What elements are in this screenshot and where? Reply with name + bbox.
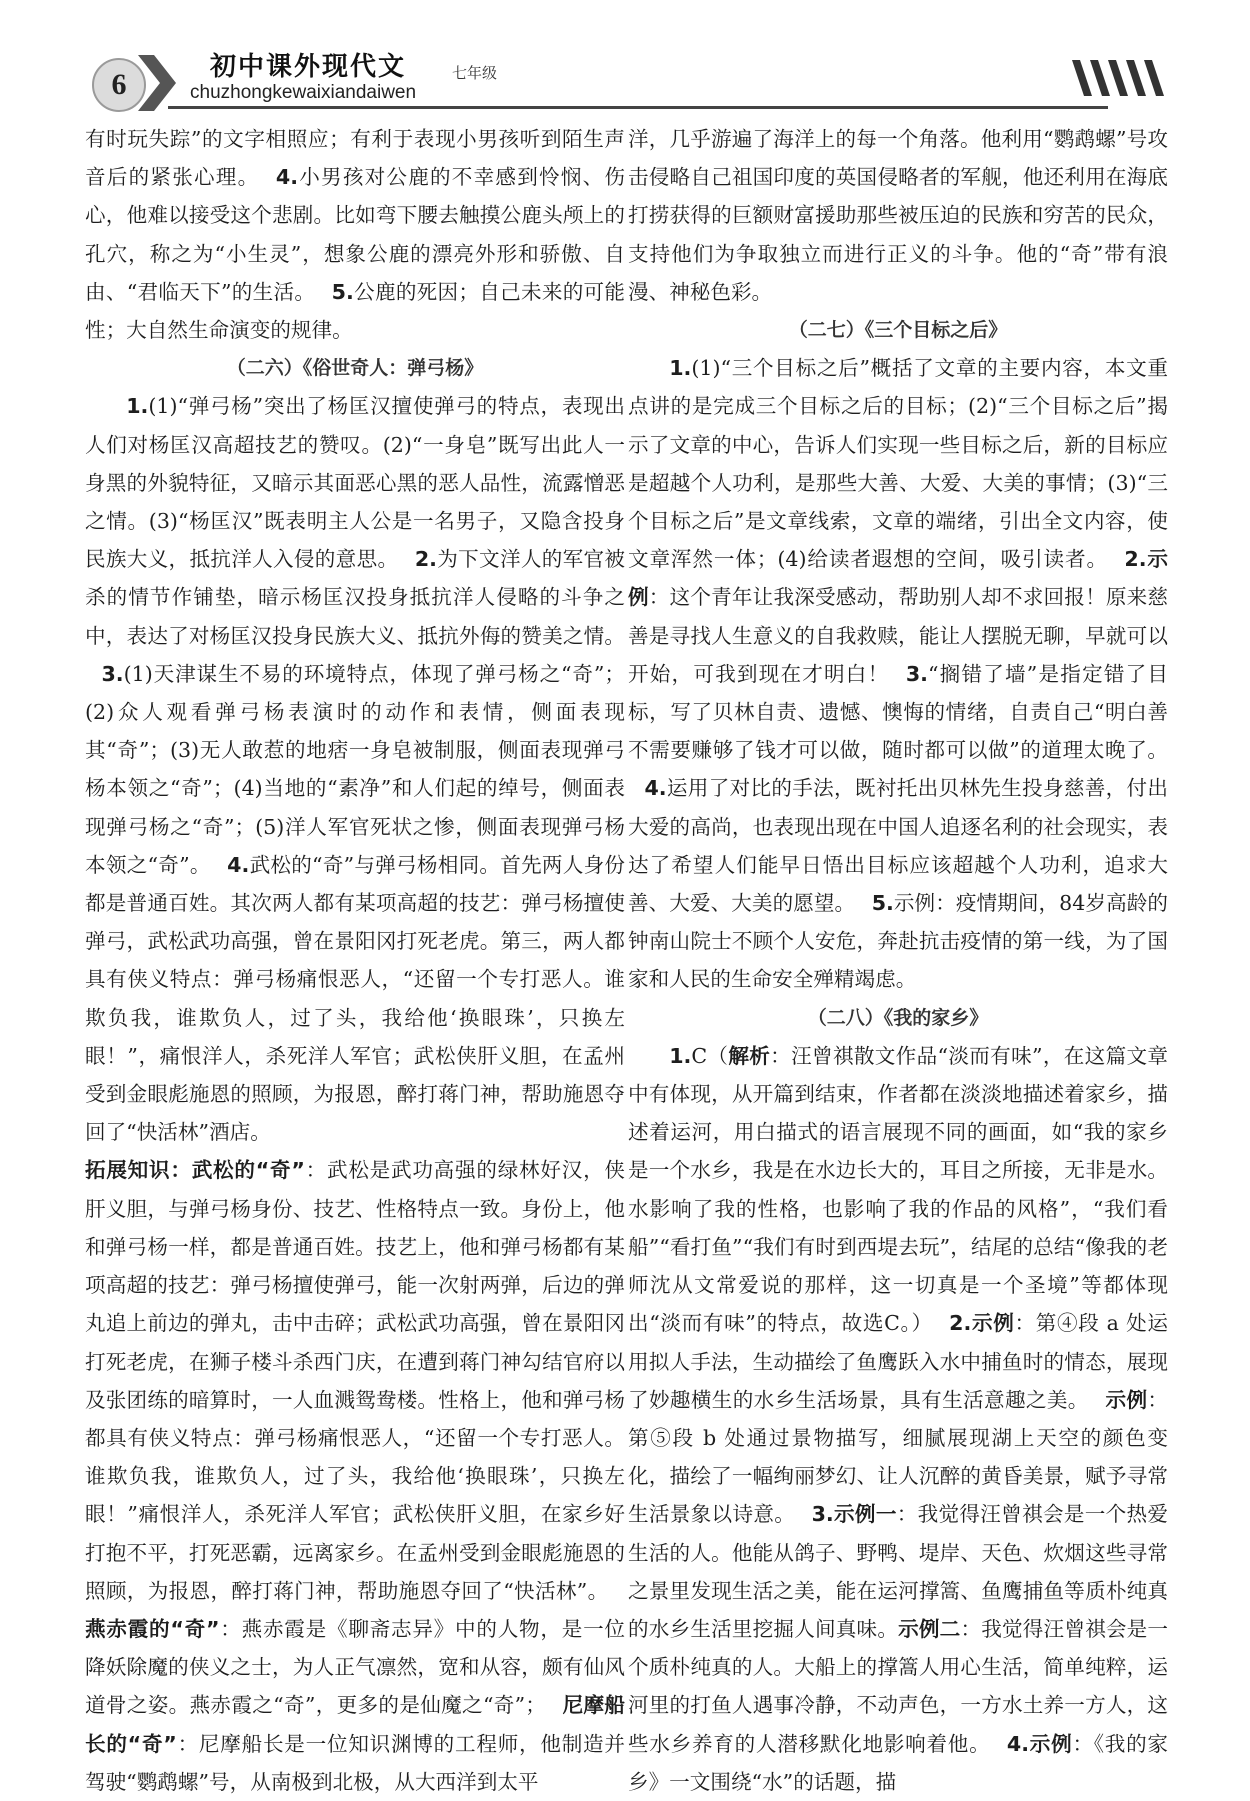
book-title-pinyin: chuzhongkewaixiandaiwen <box>190 82 417 103</box>
section-heading-28: （二八）《我的家乡》 <box>807 1006 989 1029</box>
section-heading-26: （二六）《俗世奇人：弹弓杨》 <box>226 357 484 380</box>
answer-paragraph: 1.(1)“弹弓杨”突出了杨匡汉擅使弹弓的特点，表现出人们对杨匡汉高超技艺的赞叹。(2)“一身皂”既写出此人一身黑的外貌特征，又暗示其面恶心黑的恶人品性，流露憎恶之情。(3)“杨匡汉”既表明主人公是一名男子，又隐含投身民族大义，抵抗洋人入侵的意思。 2.为下文洋人的军官被杀的情节作铺垫，暗示杨匡汉投身抵抗洋人侵略的斗争之中，表达了对杨匡汉投身民族大义、抵抗外侮的赞美之情。3.(1)天津谋生不易的环境特点，体现了弹弓杨之“奇”；(2)众人观看弹弓杨表演时的动作和表情，侧面表现其“奇”；(3)无人敢惹的地痞一身皂被制服，侧面表现弹弓杨本领之“奇”；(4)当地的“素净”和人们起的绰号，侧面表现弹弓杨之“奇”；(5)洋人军官死状之惨，侧面表现弹弓杨本领之“奇”。 4.武松的“奇”与弹弓杨相同。首先两人身份都是普通百姓。其次两人都有某项高超的技艺：弹弓杨擅使弹弓，武松武功高强，曾在景阳冈打死老虎。第三，两人都具有侠义特点：弹弓杨痛恨恶人，“还留一个专打恶人。谁欺负我，谁欺负人，过了头，我给他‘换眼珠’，只换左眼！”，痛恨洋人，杀死洋人军官；武松侠肝义胆，在孟州受到金眼彪施恩的照顾，为报恩，醉打蒋门神，帮助施恩夺回了“快活林”酒店。 <box>85 394 625 1145</box>
page-header <box>0 0 1250 118</box>
extension-paragraph: 拓展知识：武松的“奇”：武松是武功高强的绿林好汉，侠肝义胆，与弹弓杨身份、技艺、性格特点一致。身份上，他和弹弓杨一样，都是普通百姓。技艺上，他和弹弓杨都有某项高超的技艺：弹弓杨擅使弹弓，能一次射两弹，后边的弹丸追上前边的弹丸，击中击碎；武松武功高强，曾在景阳冈打死老虎，在狮子楼斗杀西门庆，在遭到蒋门神勾结官府以及张团练的暗算时，一人血溅鸳鸯楼。性格上，他和弹弓杨都具有侠义特点：弹弓杨痛恨恶人，“还留一个专打恶人。谁欺负我，谁欺负人，过了头，我给他‘换眼珠’，只换左眼！”痛恨洋人，杀死洋人军官；武松侠肝义胆，在家乡好打抱不平，打死恶霸，远离家乡。在孟州受到金眼彪施恩的照顾，为报恩，醉打蒋门神，帮助施恩夺回了“快活林”。燕赤霞的“奇”：燕赤霞是《聊斋志异》中的人物，是一位降妖除魔的侠义之士，为人正气凛然，宽和从容，颇有仙风道骨之姿。燕赤霞之“奇”，更多的是仙魔之“奇”； 尼摩船长的“奇”：尼摩船长是一位知识渊博的工程师，他制造并驾驶“鹦鹉螺”号，从南极到北极，从大西洋到太平 <box>85 1158 626 1794</box>
answer-paragraph: 1.(1)“三个目标之后”概括了文章的主要内容，本文重点讲的是完成三个目标之后的目标；(2)“三个目标之后”揭示了文章的中心，告诉人们实现一些目标之后，新的目标应是超越个人功利，是那些大善、大爱、大美的事情；(3)“三个目标之后”是文章线索，文章的端绪，引出全文内容，使文章浑然一体；(4)给读者遐想的空间，吸引读者。 2.示例：这个青年让我深受感动，帮助别人却不求回报！原来慈善是寻找人生意义的自我救赎，能让人摆脱无聊，早就可以开始，可我到现在才明白！ 3.“搁错了墙”是指定错了目标，写了贝林自责、遗憾、懊悔的情绪，自责自己“明白善不需要赚够了钱才可以做，随时都可以做”的道理太晚了。4.运用了对比的手法，既衬托出贝林先生投身慈善，付出大爱的高尚，也表现出现在中国人追逐名利的社会现实，表达了希望人们能早日悟出目标应该超越个人功利，追求大善、大爱、大美的愿望。 5.示例：疫情期间，84岁高龄的钟南山院士不顾个人安危，奔赴抗击疫情的第一线，为了国家和人民的生命安全殚精竭虑。 <box>628 356 1169 992</box>
book-title: 初中课外现代文 <box>210 52 407 82</box>
chevron-decoration-icon <box>138 55 178 111</box>
grade-label: 七年级 <box>452 64 498 82</box>
answer-paragraph: 1.C（解析：汪曾祺散文作品“淡而有味”，在这篇文章中有体现，从开篇到结束，作者都在淡淡地描述着家乡，描述着运河，用白描式的语言展现不同的画面，如“我的家乡是一个水乡，我是在水边长大的，耳目之所接，无非是水。水影响了我的性格，也影响了我的作品的风格”，“我们看船”“看打鱼”“我们有时到西堤去玩”，结尾的总结“像我的老师沈从文常爱说的那样，这一切真是一个圣境”等都体现出“淡而有味”的特点，故选C。） 2.示例：第④段 a 处运用拟人手法，生动描绘了鱼鹰跃入水中捕鱼时的情态，展现了妙趣横生的水乡生活场景，具有生活意趣之美。 示例：第⑤段 b 处通过景物描写，细腻展现湖上天空的颜色变化，描绘了一幅绚丽梦幻、让人沉醉的黄昏美景，赋予寻常生活景象以诗意。 3.示例一：我觉得汪曾祺会是一个热爱生活的人。他能从鸽子、野鸭、堤岸、天色、炊烟这些寻常之景里发现生活之美，能在运河撑篙、鱼鹰捕鱼等质朴纯真的水乡生活里挖掘人间真味。示例二：我觉得汪曾祺会是一个质朴纯真的人。大船上的撑篙人用心生活，简单纯粹，运河里的打鱼人遇事冷静，不动声色，一方水土养一方人，这些水乡养育的人潜移默化地影响着他。 4.示例：《我的家乡》一文围绕“水”的话题，描 <box>628 1043 1169 1794</box>
left-column <box>85 120 625 1801</box>
section-heading-27: （二七）《三个目标之后》 <box>788 319 1008 342</box>
page-number: 6 <box>92 58 146 112</box>
answer-paragraph: 有时玩失踪”的文字相照应；有利于表现小男孩听到陌生声音后的紧张心理。 4.小男孩对公鹿的不幸感到怜悯、伤心，他难以接受这个悲剧。比如弯下腰去触摸公鹿头颅上的孔穴，称之为“小生灵”，想象公鹿的漂亮外形和骄傲、自由、“君临天下”的生活。 5.公鹿的死因；自己未来的可能性；大自然生命演变的规律。 <box>85 127 626 343</box>
header-rule <box>168 106 1108 109</box>
stripes-decoration-icon <box>1072 60 1182 96</box>
right-column <box>628 120 1168 1801</box>
answer-paragraph: 洋，几乎游遍了海洋上的每一个角落。他利用“鹦鹉螺”号攻击侵略自己祖国印度的英国侵略者的军舰，他还利用在海底打捞获得的巨额财富援助那些被压迫的民族和穷苦的民众，支持他们为争取独立而进行正义的斗争。他的“奇”带有浪漫、神秘色彩。 <box>628 127 1168 304</box>
